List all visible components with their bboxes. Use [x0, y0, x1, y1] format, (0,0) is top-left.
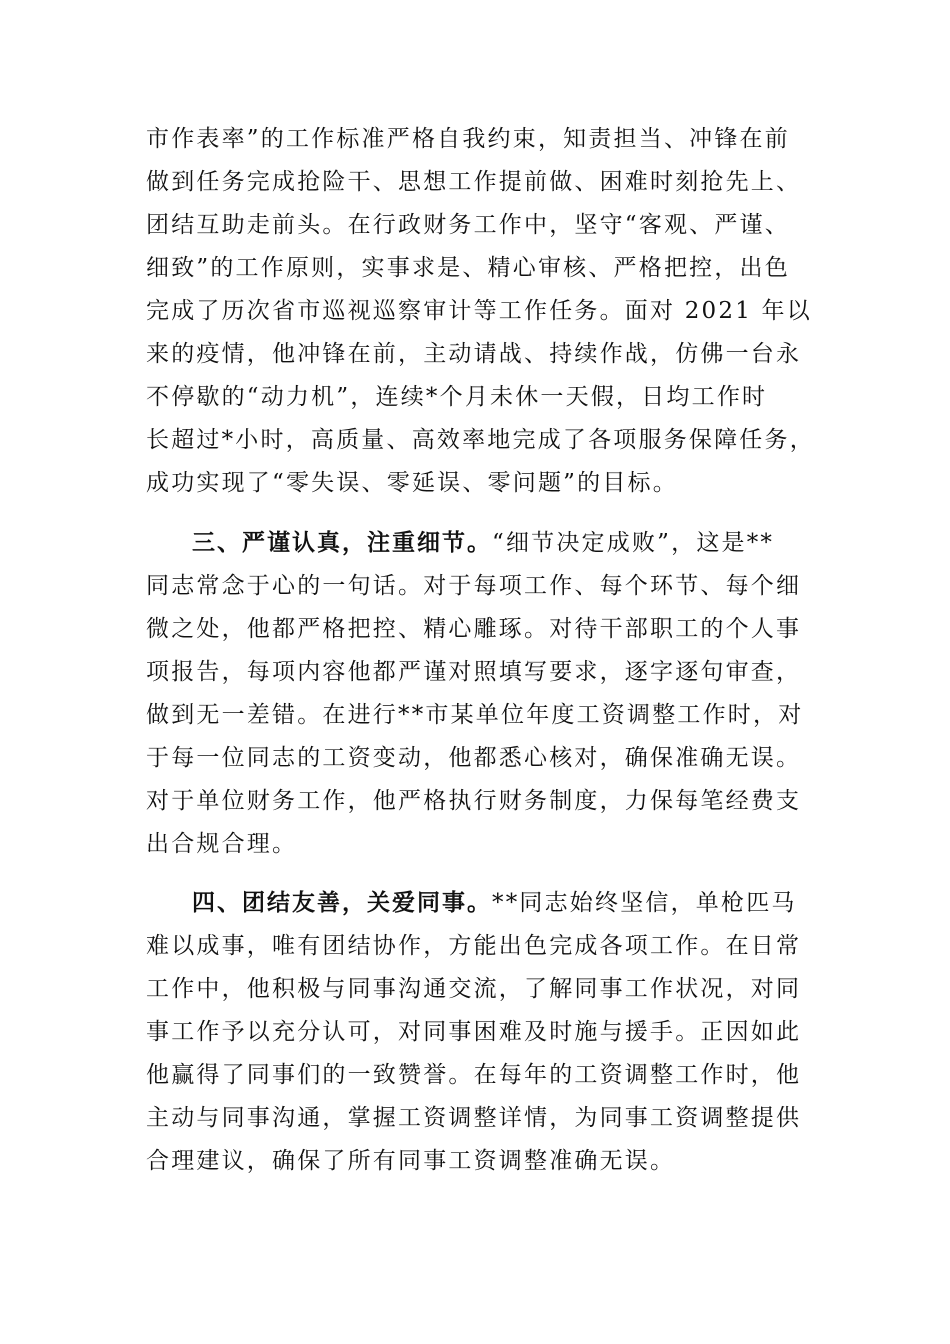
paragraph-line: 他赢得了同事们的一致赞誉。在每年的工资调整工作时，他 — [146, 1062, 802, 1088]
section-heading: 三、严谨认真，注重细节。 — [192, 530, 492, 556]
paragraph-line: 不停歇的“动力机”，连续*个月未休一天假，日均工作时 — [146, 384, 768, 410]
paragraph-text: “细节决定成败”，这是** — [492, 530, 775, 556]
paragraph-line: 主动与同事沟通，掌握工资调整详情，为同事工资调整提供 — [146, 1105, 802, 1131]
paragraph-line: 对于单位财务工作，他严格执行财务制度，力保每笔经费支 — [146, 788, 802, 814]
paragraph-line: 成功实现了“零失误、零延误、零问题”的目标。 — [146, 470, 678, 496]
paragraph-line: 市作表率”的工作标准严格自我约束，知责担当、冲锋在前 — [146, 126, 790, 152]
paragraph-line: 团结互助走前头。在行政财务工作中，坚守“客观、严谨、 — [146, 212, 790, 238]
paragraph-line: 事工作予以充分认可，对同事困难及时施与援手。正因如此 — [146, 1019, 802, 1045]
paragraph-line: 工作中，他积极与同事沟通交流，了解同事工作状况，对同 — [146, 976, 802, 1002]
paragraph-line: 完成了历次省市巡视巡察审计等工作任务。面对 2021 年以 — [146, 298, 812, 324]
paragraph-line: 来的疫情，他冲锋在前，主动请战、持续作战，仿佛一台永 — [146, 341, 802, 367]
paragraph-line: 合理建议，确保了所有同事工资调整准确无误。 — [146, 1148, 676, 1174]
section-heading-line — [146, 881, 797, 925]
section-heading-line — [146, 521, 774, 565]
paragraph-line: 项报告，每项内容他都严谨对照填写要求，逐字逐句审查， — [146, 659, 802, 685]
section-heading: 四、团结友善，关爱同事。 — [192, 890, 492, 916]
paragraph-line: 长超过*小时，高质量、高效率地完成了各项服务保障任务， — [146, 427, 815, 453]
paragraph-text: **同志始终坚信，单枪匹马 — [492, 890, 797, 916]
paragraph-line: 细致”的工作原则，实事求是、精心审核、严格把控，出色 — [146, 255, 790, 281]
paragraph-line: 同志常念于心的一句话。对于每项工作、每个环节、每个细 — [146, 573, 802, 599]
paragraph-line: 于每一位同志的工资变动，他都悉心核对，确保准确无误。 — [146, 745, 802, 771]
paragraph-line: 做到任务完成抢险干、思想工作提前做、困难时刻抢先上、 — [146, 169, 802, 195]
paragraph-line: 出合规合理。 — [146, 831, 298, 857]
paragraph-line: 难以成事，唯有团结协作，方能出色完成各项工作。在日常 — [146, 933, 802, 959]
paragraph-line: 做到无一差错。在进行**市某单位年度工资调整工作时，对 — [146, 702, 804, 728]
paragraph-line: 微之处，他都严格把控、精心雕琢。对待干部职工的个人事 — [146, 616, 802, 642]
